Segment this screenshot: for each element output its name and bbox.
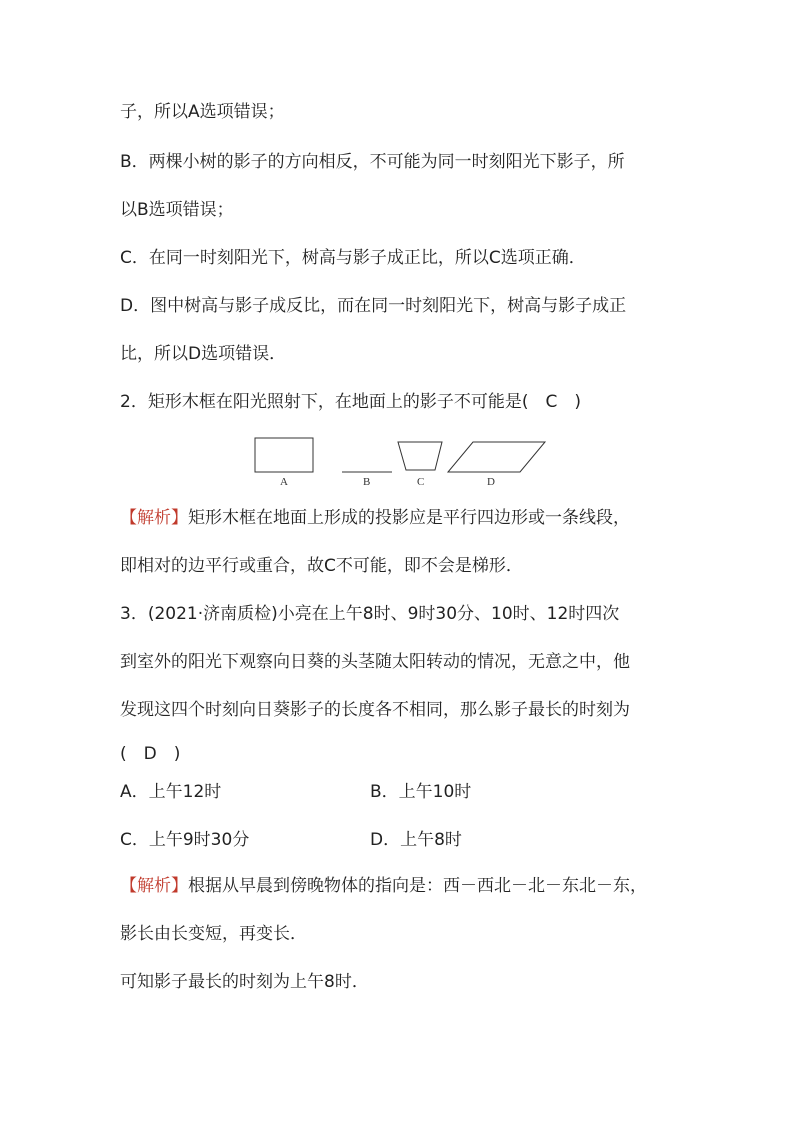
figure-rectangle-a (255, 438, 313, 472)
figure-trapezoid-c (398, 442, 442, 470)
text-line: 子，所以A选项错误； (120, 102, 285, 122)
text-line: 可知影子最长的时刻为上午8时． (120, 972, 369, 992)
figure-label-c: C (417, 476, 425, 488)
question-2: 2．矩形木框在阳光照射下，在地面上的影子不可能是( C ) (120, 392, 581, 412)
analysis-text: 根据从早晨到傍晚物体的指向是：西－西北－北－东北－东， (188, 876, 647, 896)
analysis-tag: 【解析】 (120, 876, 188, 896)
text-line: 到室外的阳光下观察向日葵的头茎随太阳转动的情况，无意之中，他 (120, 652, 630, 672)
figure-parallelogram-d (448, 442, 545, 472)
figure-label-d: D (487, 476, 495, 488)
analysis-3 (120, 874, 680, 898)
figure-label-a: A (280, 476, 288, 488)
text-line: 以B选项错误； (120, 200, 234, 220)
text-line: 发现这四个时刻向日葵影子的长度各不相同，那么影子最长的时刻为 (120, 700, 630, 720)
text-line: 即相对的边平行或重合，故C不可能，即不会是梯形． (120, 556, 523, 576)
figure-label-b: B (363, 476, 371, 488)
text-line: 影长由长变短，再变长． (120, 924, 307, 944)
analysis-tag: 【解析】 (120, 508, 188, 528)
text-line: B．两棵小树的影子的方向相反，不可能为同一时刻阳光下影子，所 (120, 152, 625, 172)
option-d: D．上午8时 (370, 830, 462, 850)
answer-choice: ( D ) (120, 744, 181, 764)
option-a: A．上午12时 (120, 782, 222, 802)
text-line: 比，所以D选项错误． (120, 344, 287, 364)
question-3: 3．(2021·济南质检)小亮在上午8时、9时30分、10时、12时四次 (120, 604, 620, 624)
shadow-figure (250, 430, 560, 490)
analysis-2 (120, 506, 680, 530)
option-c: C．上午9时30分 (120, 830, 250, 850)
option-b: B．上午10时 (370, 782, 472, 802)
text-line: C．在同一时刻阳光下，树高与影子成正比，所以C选项正确． (120, 248, 586, 268)
text-line: D．图中树高与影子成反比，而在同一时刻阳光下，树高与影子成正 (120, 296, 627, 316)
analysis-text: 矩形木框在地面上形成的投影应是平行四边形或一条线段， (188, 508, 630, 528)
